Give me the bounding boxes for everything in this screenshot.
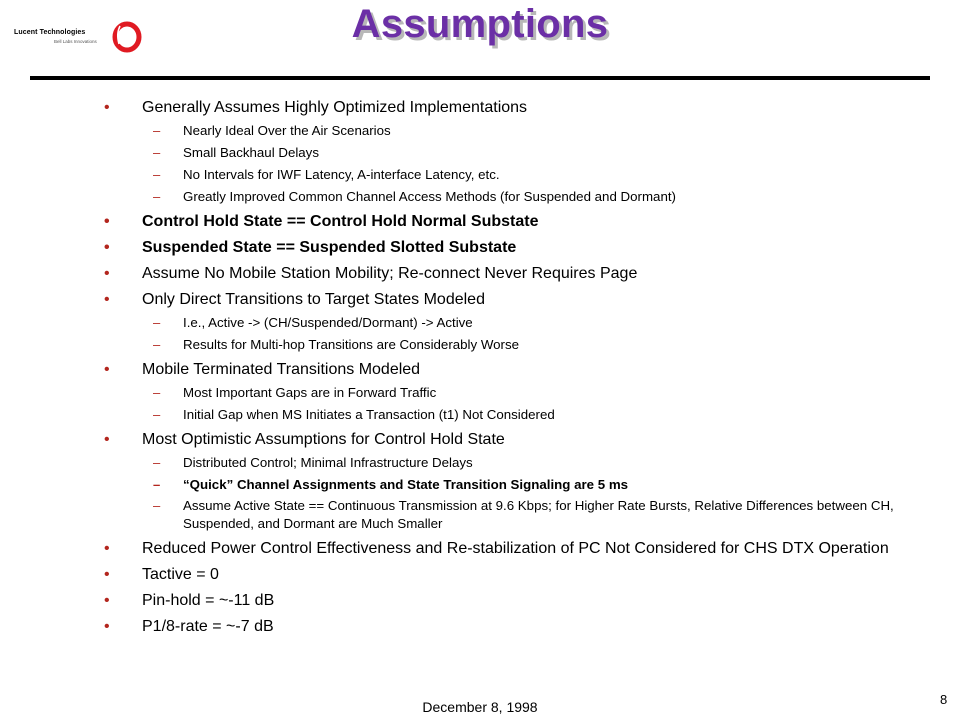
bullet-marker: • (104, 291, 110, 308)
sub-bullet-marker: – (153, 407, 161, 422)
bullet-marker: • (104, 265, 110, 282)
sub-bullet-marker: – (153, 477, 161, 492)
bullet-text: Control Hold State == Control Hold Normal Substate (142, 213, 539, 230)
bullet-text: Generally Assumes Highly Optimized Implementations (142, 99, 528, 116)
slide-title: Assumptions (351, 2, 609, 46)
bullet-marker: • (104, 239, 110, 256)
sub-bullet-text: Distributed Control; Minimal Infrastructure Delays (183, 455, 473, 470)
sub-bullet-item (100, 383, 900, 402)
sub-bullet-text: Assume Active State == Continuous Transmission at 9.6 Kbps; for Higher Rate Bursts, Relative Differences between CH, Suspended, and Dormant are Much Smaller (183, 498, 894, 531)
sub-bullet-text: Most Important Gaps are in Forward Traffic (183, 385, 437, 400)
bullet-marker: • (104, 618, 110, 635)
sub-bullet-item (100, 143, 900, 162)
sub-bullet-text: No Intervals for IWF Latency, A-interface Latency, etc. (183, 167, 500, 182)
bullet-item (100, 97, 900, 118)
sub-bullet-item (100, 475, 900, 494)
bullet-item (100, 616, 900, 637)
bullet-item (100, 211, 900, 232)
sub-bullet-marker: – (153, 123, 161, 138)
sub-bullet-text: Nearly Ideal Over the Air Scenarios (183, 123, 391, 138)
sub-bullet-item (100, 335, 900, 354)
footer-date: December 8, 1998 (422, 699, 538, 715)
sub-bullet-marker: – (153, 337, 161, 352)
bullet-item (100, 359, 900, 380)
logo-tagline: Bell Labs Innovations (54, 39, 97, 44)
bullet-text: Most Optimistic Assumptions for Control Hold State (142, 431, 505, 448)
sub-bullet-text: Greatly Improved Common Channel Access Methods (for Suspended and Dormant) (183, 189, 676, 204)
sub-bullet-item (100, 313, 900, 332)
bullet-item (100, 538, 900, 559)
sub-bullet-marker: – (153, 498, 161, 513)
bullet-marker: • (104, 431, 110, 448)
bullet-text: Only Direct Transitions to Target States Modeled (142, 291, 485, 308)
bullet-item (100, 564, 900, 585)
bullet-marker: • (104, 566, 110, 583)
sub-bullet-text: Initial Gap when MS Initiates a Transaction (t1) Not Considered (183, 407, 555, 422)
sub-bullet-marker: – (153, 189, 161, 204)
sub-bullet-item (100, 405, 900, 424)
sub-bullet-item (100, 453, 900, 472)
bullet-text: Assume No Mobile Station Mobility; Re-connect Never Requires Page (142, 265, 638, 282)
bullet-list (100, 97, 900, 637)
bullet-item (100, 289, 900, 310)
bullet-text: Mobile Terminated Transitions Modeled (142, 361, 421, 378)
sub-bullet-marker: – (153, 167, 161, 182)
bullet-text: Pin-hold = ~-11 dB (142, 592, 275, 609)
sub-bullet-item (100, 121, 900, 140)
sub-bullet-text: “Quick” Channel Assignments and State Transition Signaling are 5 ms (183, 477, 629, 492)
sub-bullet-marker: – (153, 385, 161, 400)
bullet-item (100, 590, 900, 611)
page-number: 8 (940, 692, 948, 707)
sub-bullet-marker: – (153, 315, 161, 330)
bullet-text: Suspended State == Suspended Slotted Substate (142, 239, 517, 256)
bullet-marker: • (104, 99, 110, 116)
sub-bullet-marker: – (153, 455, 161, 470)
bullet-item (100, 429, 900, 450)
bullet-item (100, 237, 900, 258)
bullet-text: Reduced Power Control Effectiveness and Re-stabilization of PC Not Considered for CHS DTX Operation (142, 540, 889, 557)
sub-bullet-text: I.e., Active -> (CH/Suspended/Dormant) -> Active (183, 315, 473, 330)
bullet-marker: • (104, 592, 110, 609)
bullet-item (100, 263, 900, 284)
sub-bullet-item (100, 187, 900, 206)
bullet-text: Tactive = 0 (142, 566, 219, 583)
title-divider (30, 76, 930, 80)
sub-bullet-text: Small Backhaul Delays (183, 145, 319, 160)
sub-bullet-marker: – (153, 145, 161, 160)
sub-bullet-item (100, 497, 900, 533)
bullet-marker: • (104, 540, 110, 557)
bullet-marker: • (104, 361, 110, 378)
sub-bullet-item (100, 165, 900, 184)
logo-name: Lucent Technologies (14, 29, 86, 36)
sub-bullet-text: Results for Multi-hop Transitions are Considerably Worse (183, 337, 520, 352)
bullet-marker: • (104, 213, 110, 230)
bullet-text: P1/8-rate = ~-7 dB (142, 618, 274, 635)
